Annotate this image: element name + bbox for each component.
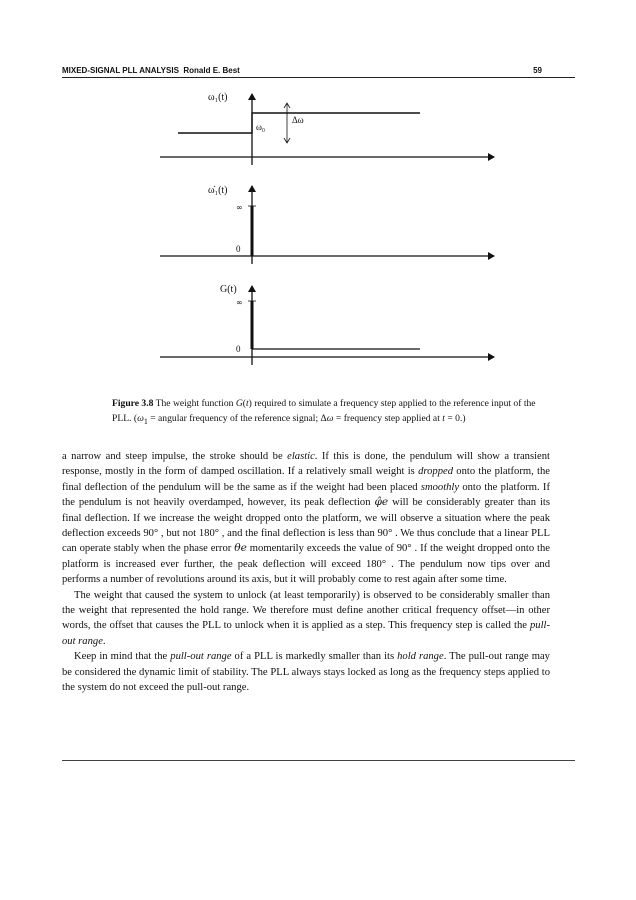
panel-step: [160, 92, 494, 165]
p3-text-c: . The pull-out range may be considered the dynamic limit of stability. The PLL always stays locked as long as the frequency steps applied to the system do not exceed the pull-out range.: [62, 651, 550, 694]
caption-text-5: = frequency step applied at: [333, 413, 443, 424]
figure-3-8: [0, 0, 636, 400]
author-name: Ronald E. Best: [183, 66, 240, 75]
impulse-3: [251, 301, 254, 349]
p3-text-b: of a PLL is markedly smaller than its: [231, 651, 398, 663]
impulse-2: [251, 206, 254, 256]
caption-label: Figure 3.8: [112, 398, 154, 409]
p2-end: .: [102, 635, 106, 647]
omega0-label: ω₀: [256, 122, 266, 132]
zero-label-2: 0: [236, 244, 241, 254]
peak-deflection-symbol: φ̂e: [374, 496, 389, 509]
p1-elastic: elastic: [287, 451, 315, 462]
caption-subscript: 1: [143, 416, 148, 426]
p1-text-d: onto the platform. If the pendulum is not heavily overdamped, however, its peak deflection: [62, 481, 550, 509]
caption-G: G: [235, 398, 243, 409]
p3-pullout-range: pull-out range: [170, 651, 232, 663]
p3-hold-range: hold range: [397, 651, 444, 663]
caption-text-3: ) required to simulate a frequency step applied to the reference input of the PLL. (: [112, 398, 536, 424]
page-number: 59: [533, 66, 542, 75]
delta-omega-label: Δω: [292, 115, 304, 125]
caption-text-2: (: [242, 398, 246, 409]
paragraph-2: [62, 588, 550, 650]
paragraph-1: [62, 449, 550, 588]
p1-text-c: onto the platform, the final deflection of the pendulum will be the same as if the weight had been placed: [62, 466, 550, 493]
paragraph-3: [62, 649, 550, 695]
p2-pullout-range: pull-out range: [62, 620, 550, 647]
p1-smoothly: smoothly: [420, 481, 460, 493]
panel3-ylabel: G(t): [220, 284, 237, 295]
caption-text-6: = 0.): [444, 413, 466, 424]
panel1-ylabel: ω₁(t): [208, 92, 228, 103]
p1-text-e: will be considerably greater than its final deflection. If we increase the weight dropped onto the platform, we will observe a situation where the peak deflection exceeds 90° , but not 180° , and the final deflection is less than 90° . We thus conclude that a linear PLL can operate stably when the phase error: [62, 497, 550, 555]
p3-text-a: Keep in mind that the: [74, 651, 171, 663]
panel2-ylabel: ω̇₁(t): [208, 185, 228, 196]
caption-text-1: The weight function: [153, 398, 236, 409]
zero-label-3: 0: [236, 344, 241, 354]
p2-text: The weight that caused the system to unlock (at least temporarily) is observed to be considerably smaller than the weight that represented the hold range. We therefore must define another critical frequency offset—in other words, the offset that causes the PLL to unlock when it is applied as a step. This frequency step is called the: [62, 589, 550, 632]
panel-derivative: [160, 185, 494, 264]
footer-rule: [62, 760, 575, 761]
infinity-label-2: ∞: [236, 203, 243, 212]
p1-dropped: dropped: [418, 466, 453, 478]
caption-omega: ω: [137, 413, 144, 424]
infinity-label-3: ∞: [236, 298, 243, 307]
running-title: MIXED-SIGNAL PLL ANALYSIS: [62, 66, 179, 75]
p1-text-f: momentarily exceeds the value of 90° . If the weight dropped onto the platform is increased ever further, the peak deflection will exceed 180° . The pendulum now tips over and performs a number of revolutions around its axis, but it will probably come to rest again after some time.: [62, 543, 550, 586]
body-text: [62, 449, 550, 696]
panel-weight: [160, 284, 494, 365]
figure-caption: [112, 396, 547, 429]
caption-t-2: t: [442, 413, 445, 424]
phase-error-symbol: θe: [234, 542, 247, 555]
caption-text-4: = angular frequency of the reference signal; Δ: [147, 413, 327, 424]
p1-text-b: . If this is done, the pendulum will show a transient response, mostly in the form of damped oscillation. If a relatively small weight is: [62, 451, 550, 478]
caption-omega-2: ω: [326, 413, 334, 424]
p1-text-a: a narrow and steep impulse, the stroke should be: [62, 451, 288, 462]
caption-t: t: [245, 398, 249, 409]
